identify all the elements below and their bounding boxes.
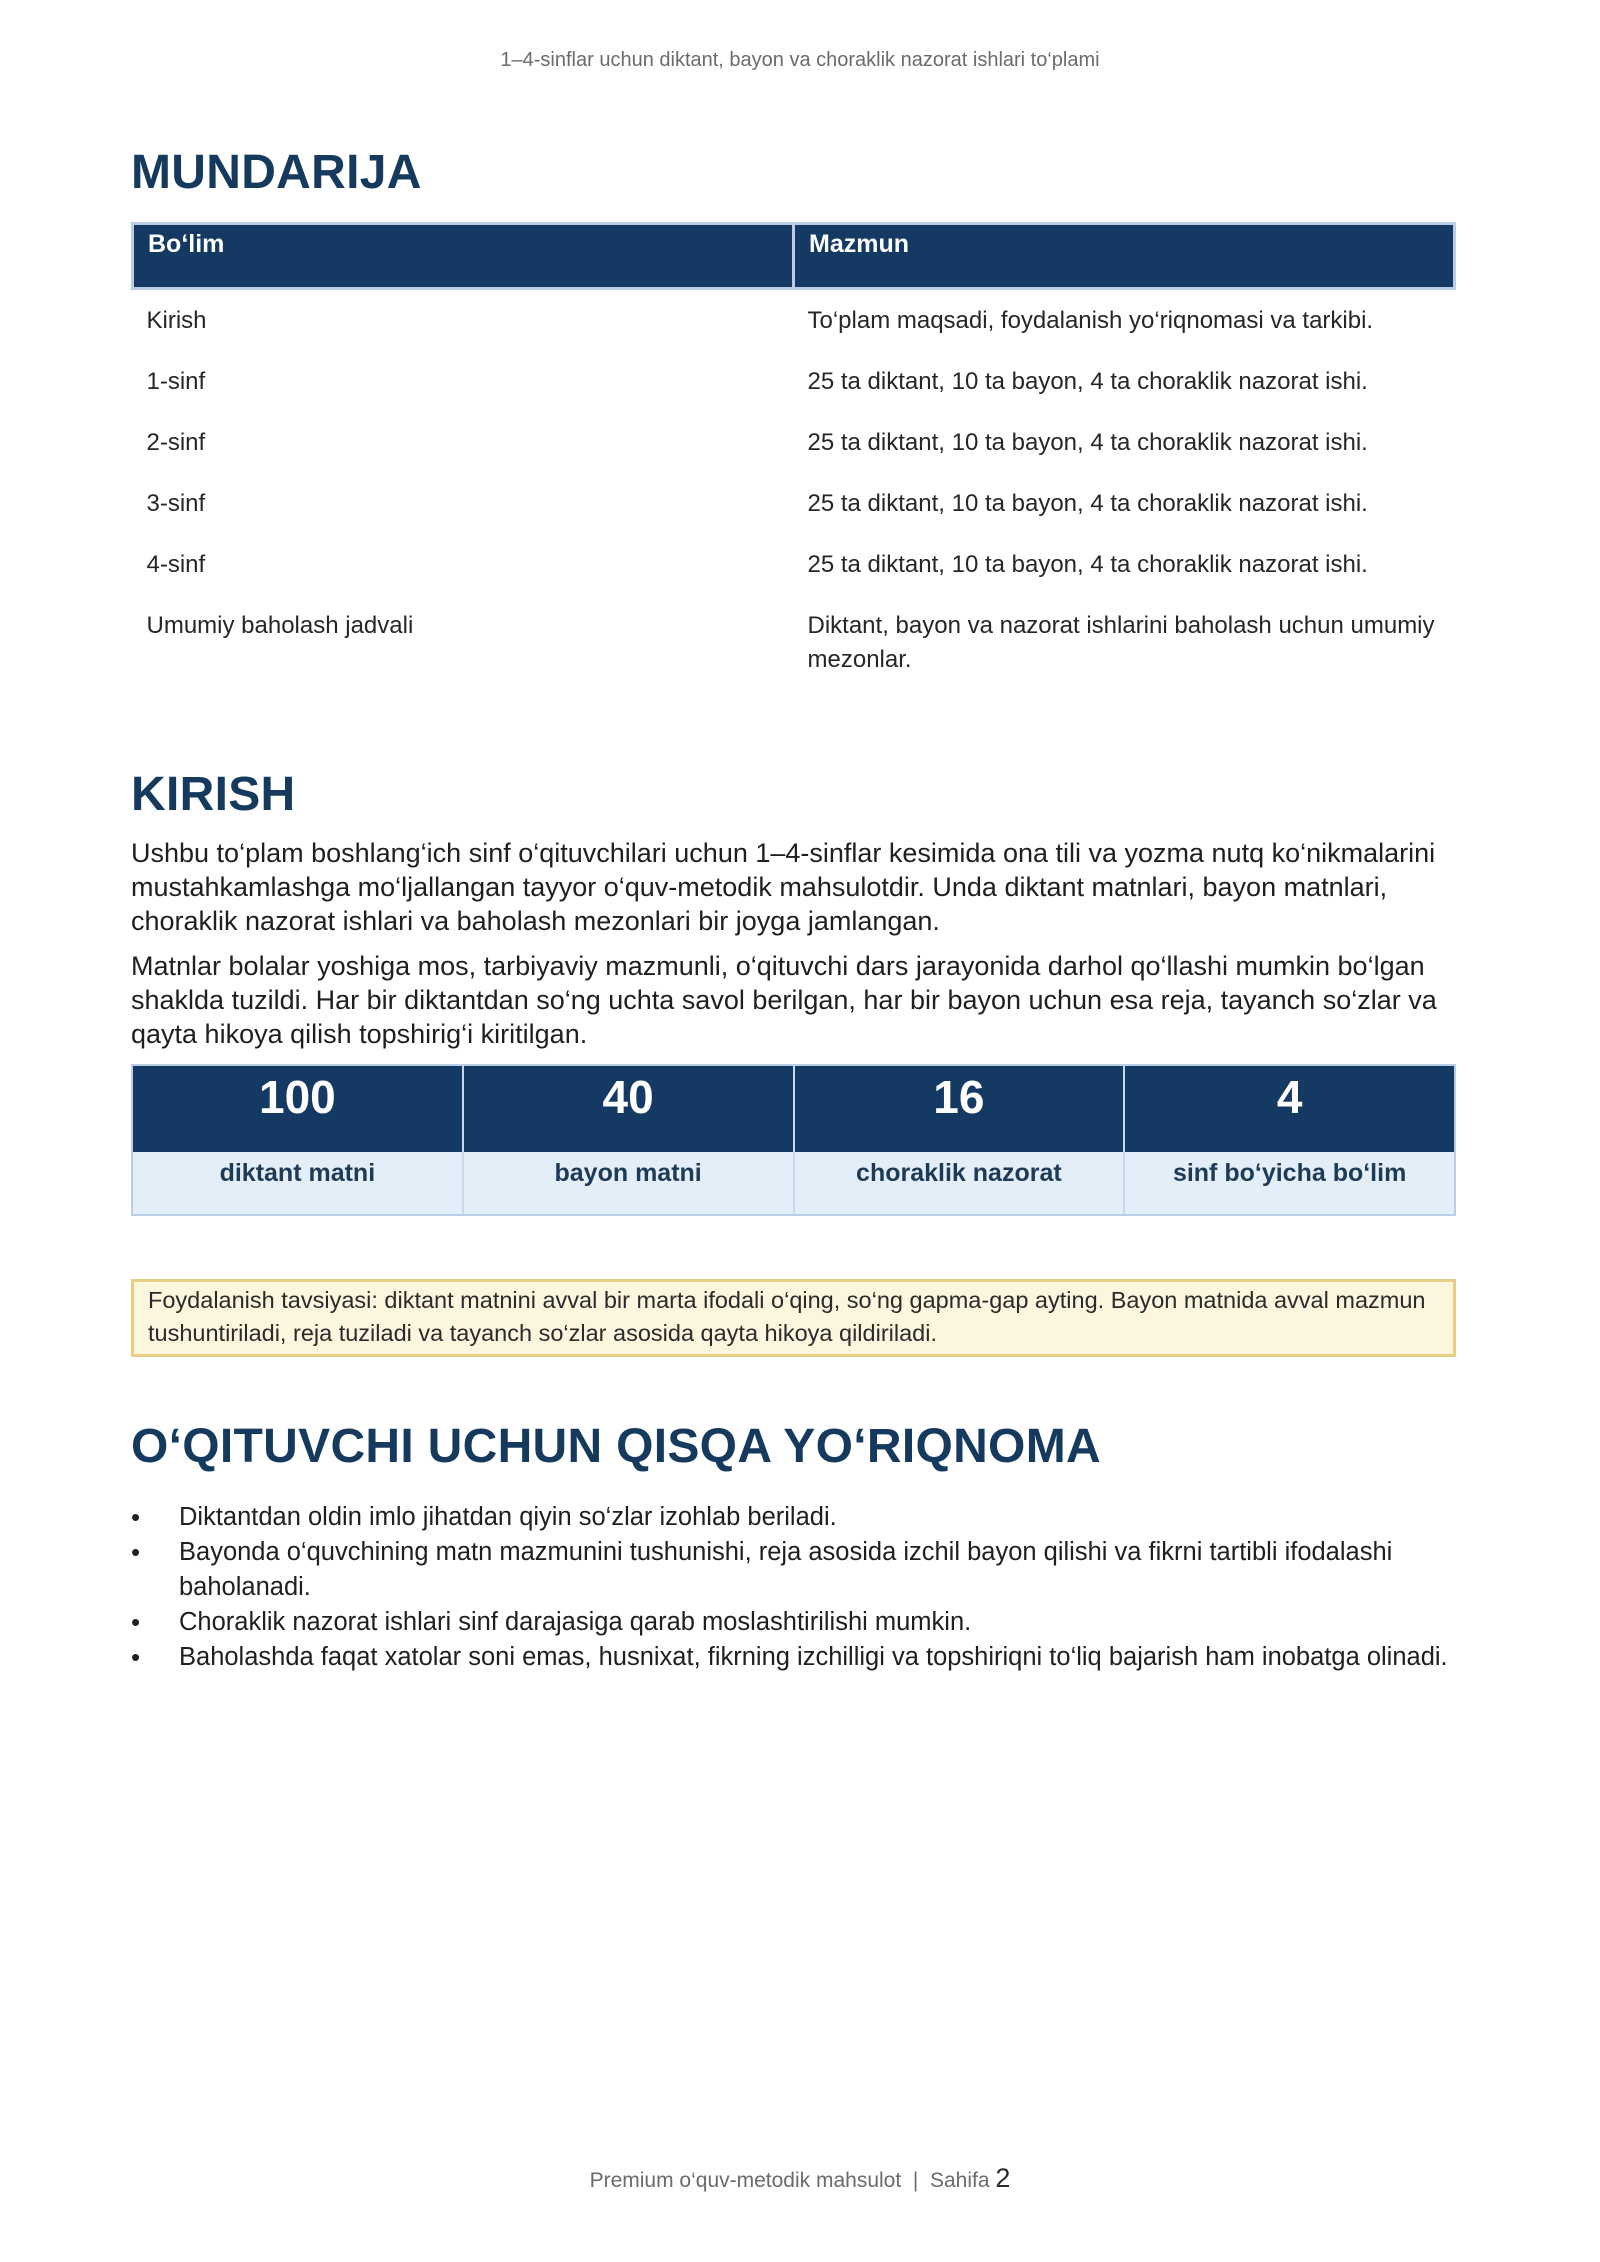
- running-header: 1–4-sinflar uchun diktant, bayon va choraklik nazorat ishlari to‘plami: [500, 49, 1100, 71]
- toc-title: MUNDARIJA: [131, 146, 422, 199]
- stat-value: 100: [133, 1066, 462, 1152]
- stat-value: 40: [464, 1066, 793, 1152]
- toc-header-content: Mazmun: [794, 224, 1455, 289]
- toc-row: [133, 473, 1455, 534]
- toc-section-cell: 2-sinf: [146, 429, 206, 456]
- toc-row: [133, 289, 1455, 352]
- intro-paragraph: Matnlar bolalar yoshiga mos, tarbiyaviy mazmunli, o‘qituvchi dars jarayonida darhol qo‘llashi mumkin bo‘lgan shaklda tuzildi. Har bir diktantdan so‘ng uchta savol berilgan, har bir bayon uchun esa reja, tayanch so‘zlar va qayta hikoya qilish topshirig‘i kiritilgan.: [131, 951, 1437, 1049]
- toc-header-section: Bo‘lim: [133, 224, 794, 289]
- toc-row: [133, 351, 1455, 412]
- page-footer: [0, 2163, 1600, 2194]
- list-item: [131, 1605, 1456, 1640]
- guide-list: [131, 1500, 1456, 1675]
- footer-label: Premium o‘quv-metodik mahsulot | Sahifa: [589, 2169, 990, 2192]
- toc-row: [133, 534, 1455, 595]
- stat-label: sinf bo‘yicha bo‘lim: [1125, 1152, 1454, 1214]
- stat-value: 4: [1125, 1066, 1454, 1152]
- list-item-text: Diktantdan oldin imlo jihatdan qiyin so‘zlar izohlab beriladi.: [179, 1503, 837, 1531]
- list-item: [131, 1535, 1456, 1605]
- page-content: [131, 145, 1456, 1675]
- toc-section-cell: Kirish: [146, 307, 207, 334]
- stat-card: [1125, 1066, 1454, 1214]
- list-item-text: Choraklik nazorat ishlari sinf darajasiga qarab moslashtirilishi mumkin.: [179, 1608, 972, 1636]
- stat-card: [133, 1066, 464, 1214]
- bullet-icon: •: [131, 1642, 141, 1672]
- bullet-icon: •: [131, 1607, 141, 1637]
- toc-content-cell: 25 ta diktant, 10 ta bayon, 4 ta choraklik nazorat ishi.: [807, 429, 1368, 456]
- intro-title: KIRISH: [131, 768, 296, 821]
- stat-label: choraklik nazorat: [795, 1152, 1124, 1214]
- intro-paragraph: Ushbu to‘plam boshlang‘ich sinf o‘qituvchilari uchun 1–4-sinflar kesimida ona tili va yozma nutq ko‘nikmalarini mustahkamlashga mo‘ljallangan tayyor o‘quv-metodik mahsulotdir. Unda diktant matnlari, bayon matnlari, choraklik nazorat ishlari va baholash mezonlari bir joyga jamlangan.: [131, 838, 1436, 936]
- stat-label: bayon matni: [464, 1152, 793, 1214]
- page-number: 2: [995, 2163, 1011, 2193]
- toc-content-cell: Diktant, bayon va nazorat ishlarini baholash uchun umumiy mezonlar.: [807, 612, 1435, 673]
- toc-content-cell: 25 ta diktant, 10 ta bayon, 4 ta choraklik nazorat ishi.: [807, 368, 1368, 395]
- stat-card: [795, 1066, 1126, 1214]
- stats-strip: [131, 1064, 1456, 1216]
- list-item: [131, 1500, 1456, 1535]
- list-item-text: Bayonda o‘quvchining matn mazmunini tushunishi, reja asosida izchil bayon qilishi va fikrni tartibli ifodalashi baholanadi.: [179, 1538, 1393, 1601]
- toc-section-cell: 3-sinf: [146, 490, 206, 517]
- bullet-icon: •: [131, 1502, 141, 1532]
- list-item: [131, 1640, 1456, 1675]
- toc-section-cell: 1-sinf: [146, 368, 206, 395]
- toc-section-cell: 4-sinf: [146, 551, 206, 578]
- usage-tip-box: Foydalanish tavsiyasi: diktant matnini avval bir marta ifodali o‘qing, so‘ng gapma-gap ayting. Bayon matnida avval mazmun tushuntiriladi, reja tuziladi va tayanch so‘zlar asosida qayta hikoya qildiriladi.: [131, 1279, 1456, 1357]
- toc-content-cell: 25 ta diktant, 10 ta bayon, 4 ta choraklik nazorat ishi.: [807, 490, 1368, 517]
- guide-title: O‘QITUVCHI UCHUN QISQA YO‘RIQNOMA: [131, 1420, 1101, 1473]
- bullet-icon: •: [131, 1537, 141, 1567]
- toc-table: [131, 222, 1456, 687]
- list-item-text: Baholashda faqat xatolar soni emas, husnixat, fikrning izchilligi va topshiriqni to‘liq bajarish ham inobatga olinadi.: [179, 1643, 1448, 1671]
- stat-value: 16: [795, 1066, 1124, 1152]
- toc-content-cell: 25 ta diktant, 10 ta bayon, 4 ta choraklik nazorat ishi.: [807, 551, 1368, 578]
- toc-content-cell: To‘plam maqsadi, foydalanish yo‘riqnomasi va tarkibi.: [807, 307, 1374, 334]
- toc-row: [133, 412, 1455, 473]
- toc-section-cell: Umumiy baholash jadvali: [146, 612, 414, 639]
- stat-card: [464, 1066, 795, 1214]
- toc-row: [133, 595, 1455, 687]
- stat-label: diktant matni: [133, 1152, 462, 1214]
